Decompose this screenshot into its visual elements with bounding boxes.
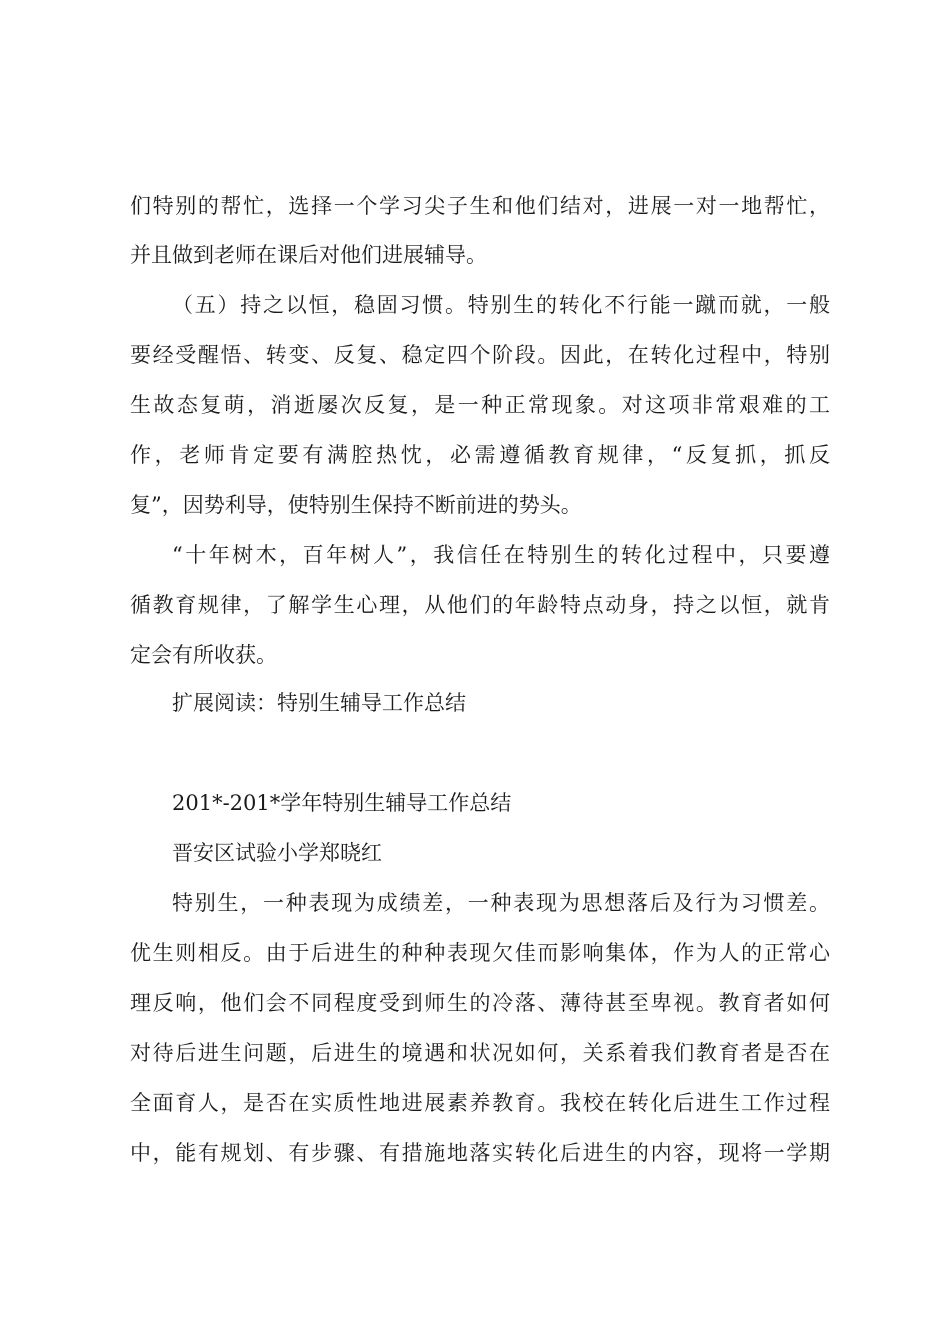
paragraph-line: 优生则相反。由于后进生的种种表现欠佳而影响集体，作为人的正常心 [130,941,830,965]
paragraph-line: 循教育规律，了解学生心理，从他们的年龄特点动身，持之以恒，就肯 [130,593,830,617]
paragraph-line: （五）持之以恒，稳固习惯。特别生的转化不行能一蹴而就，一般 [172,293,830,317]
paragraph-line: 定会有所收获。 [130,643,277,667]
section-title: 201*-201*学年特别生辅导工作总结 [172,791,512,815]
paragraph-line: 对待后进生问题，后进生的境遇和状况如何，关系着我们教育者是否在 [130,1041,830,1065]
paragraph-line: 们特别的帮忙，选择一个学习尖子生和他们结对，进展一对一地帮忙， [130,194,830,218]
paragraph-line: 全面育人，是否在实质性地进展素养教育。我校在转化后进生工作过程 [130,1091,830,1115]
paragraph-line: 中，能有规划、有步骤、有措施地落实转化后进生的内容，现将一学期 [130,1141,830,1165]
paragraph-line: 并且做到老师在课后对他们进展辅导。 [130,243,487,267]
paragraph-line: 理反响，他们会不同程度受到师生的冷落、薄待甚至卑视。教育者如何 [130,991,830,1015]
extended-reading-heading: 扩展阅读：特别生辅导工作总结 [172,691,466,715]
paragraph-line: 复”，因势利导，使特别生保持不断前进的势头。 [130,493,582,517]
paragraph-line: “十年树木，百年树人”，我信任在特别生的转化过程中，只要遵 [172,543,830,567]
author-line: 晋安区试验小学郑晓红 [172,841,382,865]
paragraph-line: 要经受醒悟、转变、反复、稳定四个阶段。因此，在转化过程中，特别 [130,343,830,367]
paragraph-line: 作，老师肯定要有满腔热忱，必需遵循教育规律，“反复抓，抓反 [130,443,830,467]
paragraph-line: 特别生，一种表现为成绩差，一种表现为思想落后及行为习惯差。 [172,891,830,915]
paragraph-line: 生故态复萌，消逝屡次反复，是一种正常现象。对这项非常艰难的工 [130,393,830,417]
